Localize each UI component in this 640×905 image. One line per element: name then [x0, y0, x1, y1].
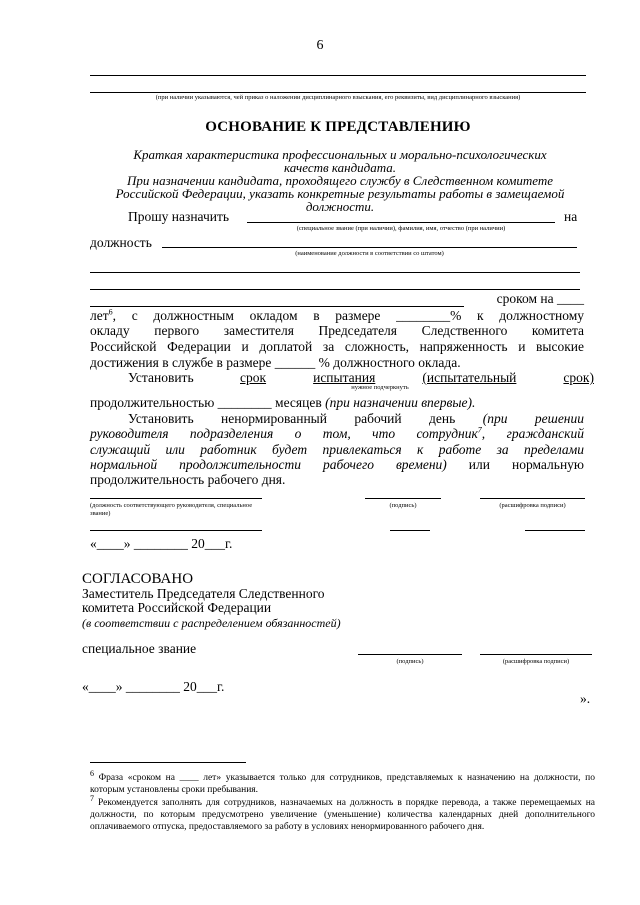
workday-line-1: Установить ненормированный рабочий день (при решении [128, 411, 585, 426]
salary-line-2: окладу первого заместителя Председателя Следственного комитета [90, 323, 584, 338]
special-rank-label: специальное звание [82, 641, 197, 656]
duration-line: продолжительностью ________ месяцев (при назначении впервые). [90, 395, 476, 410]
salary-line-4: достижения в службе в размере ______ % должностного оклада. [90, 355, 461, 370]
workday-line-5: продолжительность рабочего дня. [90, 472, 286, 487]
agreed-note: (в соответствии с распределением обязанностей) [82, 616, 341, 630]
footnote-separator [90, 762, 246, 763]
instruction-1: Краткая характеристика профессиональных и морально-психологических качеств кандидата. [133, 147, 547, 175]
header-caption: (при наличии указываются, чей приказ о наложении дисциплинарного взыскания, его реквизиты, вид дисциплинарного взыскания) [155, 94, 521, 101]
footnote-ref-6: 6 [108, 307, 113, 317]
na-label: на [564, 209, 578, 224]
agreed-label: СОГЛАСОВАНО [82, 571, 194, 587]
signature-caption-2: (подпись) [396, 658, 424, 665]
probation-word: испытания [313, 370, 376, 385]
position-caption: (наименование должности в соответствии со штатом) [295, 250, 444, 257]
position-field-line[interactable] [162, 247, 577, 248]
name-caption: (специальное звание (при наличии), фамилия, имя, отчество (при наличии) [296, 225, 506, 232]
salary-line-1: лет$^6$, с должностным окладом в размере ________% к должностному [90, 307, 584, 323]
blank-line[interactable] [390, 530, 430, 531]
workday-line-2: руководителя подразделения о том, что сотрудник$^7$, гражданский [90, 425, 584, 441]
blank-line[interactable] [90, 530, 262, 531]
signature-field-line-2[interactable] [358, 654, 462, 655]
probation-word: (испытательный [422, 370, 517, 385]
blank-line [90, 92, 586, 93]
term-text: сроком на ____ [496, 291, 584, 306]
decoding-field-line[interactable] [480, 498, 585, 499]
blank-line[interactable] [525, 530, 585, 531]
probation-word: срок) [563, 370, 594, 385]
page-number: 6 [316, 38, 324, 53]
salary-line-3: Российской Федерации и доплатой за сложность, напряженность и высокие [90, 339, 584, 354]
workday-line-3: служащий или работник будет привлекаться к работе за пределами [90, 442, 584, 457]
instruction-2: При назначении кандидата, проходящего службу в Следственном комитете Российской Федерации, указать конкретные результаты работы в замещаемой должности. [115, 173, 565, 214]
closing-quote: ». [580, 691, 591, 706]
decoding-caption-2: (расшифровка подписи) [502, 658, 570, 665]
workday-line-4: нормальной продолжительности рабочего времени) или нормальную [90, 457, 584, 472]
name-field-line[interactable] [247, 222, 555, 223]
footnote-ref-7: 7 [477, 425, 482, 435]
set-label: Установить [128, 370, 194, 385]
agreed-line-1: Заместитель Председателя Следственного [82, 586, 325, 601]
decoding-caption: (расшифровка подписи) [499, 502, 566, 509]
section-title: ОСНОВАНИЕ К ПРЕДСТАВЛЕНИЮ [205, 119, 471, 135]
signature-field-line[interactable] [365, 498, 441, 499]
footnote-6: $^6$ Фраза «сроком на ____ лет» указывается только для сотрудников, представляемых к назначению на должности, по которым установлены сроки пребывания. [90, 768, 596, 795]
blank-line [90, 75, 586, 76]
footnote-7: $^7$ Рекомендуется заполнять для сотрудников, назначаемых на должность в порядке перевода, а также перемещаемых на должности, по которым предусмотрено увеличение (уменьшение) количества календарных дней дополнительного оплачиваемого отпуска, предоставляемого за работу в условиях ненормированного рабочего дня. [90, 793, 595, 832]
agreed-line-2: комитета Российской Федерации [82, 600, 272, 615]
signature-caption: (подпись) [389, 502, 417, 509]
position-label: должность [90, 235, 152, 250]
head-field-line[interactable] [90, 498, 262, 499]
head-caption: (должность соответствующего руководителя, специальное звание) [90, 502, 253, 517]
underline-caption: нужное подчеркнуть [351, 384, 409, 391]
blank-line[interactable] [90, 272, 580, 273]
date-line-2[interactable]: «____» ________ 20___г. [82, 679, 225, 694]
decoding-field-line-2[interactable] [480, 654, 592, 655]
probation-word: срок [240, 370, 267, 385]
date-line[interactable]: «____» ________ 20___г. [90, 536, 233, 551]
ask-appoint-label: Прошу назначить [128, 209, 230, 224]
